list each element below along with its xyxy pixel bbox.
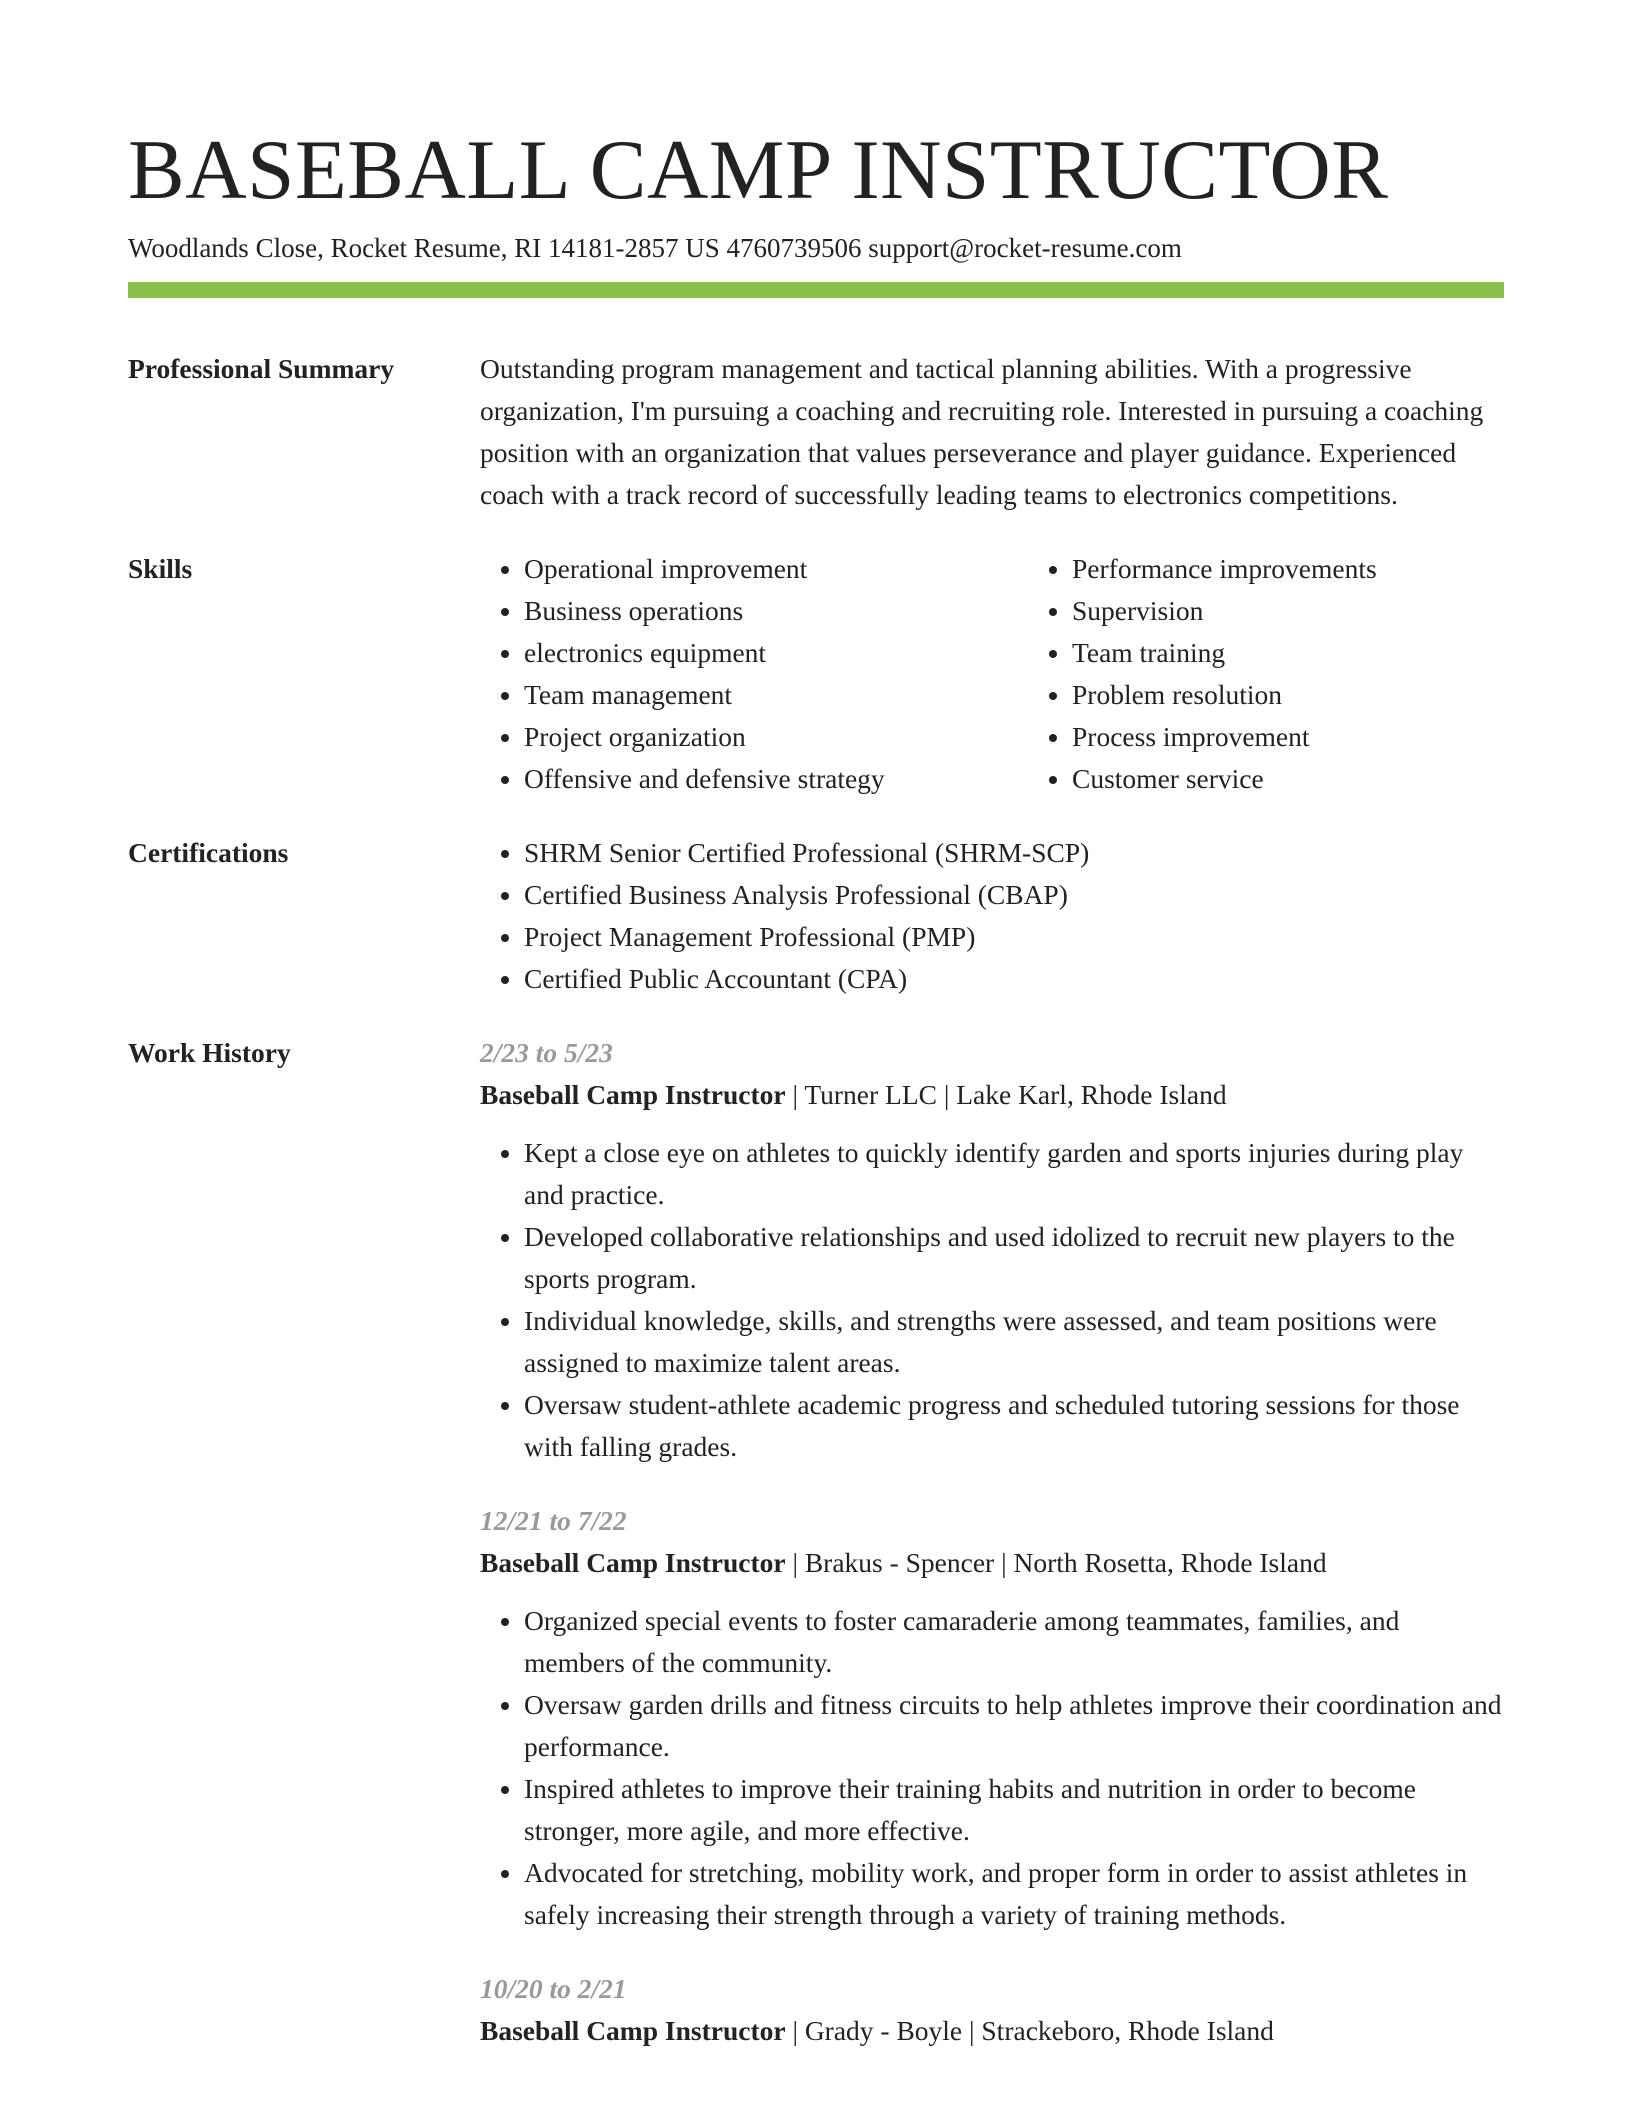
job-heading bbox=[480, 2010, 1504, 2052]
certifications-heading: Certifications bbox=[128, 837, 289, 868]
certifications-body bbox=[480, 832, 1504, 1000]
certifications-section bbox=[128, 832, 1504, 1000]
skills-section bbox=[128, 548, 1504, 800]
work-history-section bbox=[128, 1032, 1504, 2052]
job-details: | Grady - Boyle | Strackeboro, Rhode Island bbox=[785, 2015, 1274, 2046]
skills-list-left bbox=[480, 548, 1028, 800]
job-bullets bbox=[480, 1600, 1504, 1936]
contact-line bbox=[128, 230, 1504, 266]
contact-address: Woodlands Close, Rocket Resume, RI 14181-2857 US bbox=[128, 233, 720, 263]
job-title: Baseball Camp Instructor bbox=[480, 2015, 786, 2046]
certification-item: • Certified Business Analysis Professional (CBAP) bbox=[524, 874, 1504, 916]
skill-item: • Team training bbox=[1072, 632, 1576, 674]
work-history-heading: Work History bbox=[128, 1037, 291, 1068]
job-bullets bbox=[480, 1132, 1504, 1468]
header-divider bbox=[128, 282, 1504, 298]
contact-email: support@rocket-resume.com bbox=[868, 233, 1182, 263]
skill-item: • Customer service bbox=[1072, 758, 1576, 800]
job-bullet: • Oversaw student-athlete academic progress and scheduled tutoring sessions for those with falling grades. bbox=[524, 1384, 1504, 1468]
candidate-name: BASEBALL CAMP INSTRUCTOR bbox=[128, 123, 1389, 217]
job-entry bbox=[480, 1500, 1504, 1936]
contact-phone: 4760739506 bbox=[726, 233, 862, 263]
skill-item: • Project organization bbox=[524, 716, 1028, 758]
skills-grid bbox=[480, 548, 1576, 800]
job-bullet: • Organized special events to foster camaraderie among teammates, families, and members of the community. bbox=[524, 1600, 1504, 1684]
job-dates: 12/21 to 7/22 bbox=[480, 1505, 627, 1536]
skill-item: • electronics equipment bbox=[524, 632, 1028, 674]
job-bullet: • Oversaw garden drills and fitness circuits to help athletes improve their coordination and performance. bbox=[524, 1684, 1504, 1768]
job-details: | Brakus - Spencer | North Rosetta, Rhode Island bbox=[785, 1547, 1327, 1578]
certifications-list bbox=[480, 832, 1504, 1000]
skill-item: • Business operations bbox=[524, 590, 1028, 632]
job-entry bbox=[480, 1032, 1504, 1468]
job-dates: 10/20 to 2/21 bbox=[480, 1973, 627, 2004]
skill-item: • Problem resolution bbox=[1072, 674, 1576, 716]
skills-heading: Skills bbox=[128, 553, 193, 584]
skill-item: • Team management bbox=[524, 674, 1028, 716]
skill-item: • Process improvement bbox=[1072, 716, 1576, 758]
job-entry bbox=[480, 1968, 1504, 2052]
certification-item: • Project Management Professional (PMP) bbox=[524, 916, 1504, 958]
job-bullet: • Advocated for stretching, mobility work, and proper form in order to assist athletes in safely increasing their strength through a variety of training methods. bbox=[524, 1852, 1504, 1936]
job-bullet: • Kept a close eye on athletes to quickly identify garden and sports injuries during play and practice. bbox=[524, 1132, 1504, 1216]
skills-list-right bbox=[1028, 548, 1576, 800]
job-bullet: • Individual knowledge, skills, and strengths were assessed, and team positions were assigned to maximize talent areas. bbox=[524, 1300, 1504, 1384]
skill-item: • Offensive and defensive strategy bbox=[524, 758, 1028, 800]
job-title: Baseball Camp Instructor bbox=[480, 1079, 786, 1110]
job-bullet: • Inspired athletes to improve their training habits and nutrition in order to become stronger, more agile, and more effective. bbox=[524, 1768, 1504, 1852]
job-heading bbox=[480, 1542, 1504, 1584]
certification-item: • SHRM Senior Certified Professional (SHRM-SCP) bbox=[524, 832, 1504, 874]
skill-item: • Operational improvement bbox=[524, 548, 1028, 590]
job-title: Baseball Camp Instructor bbox=[480, 1547, 786, 1578]
summary-section bbox=[128, 348, 1504, 516]
certification-item: • Certified Public Accountant (CPA) bbox=[524, 958, 1504, 1000]
summary-heading: Professional Summary bbox=[128, 353, 395, 384]
job-dates: 2/23 to 5/23 bbox=[480, 1037, 613, 1068]
job-heading bbox=[480, 1074, 1504, 1116]
job-bullet: • Developed collaborative relationships and used idolized to recruit new players to the sports program. bbox=[524, 1216, 1504, 1300]
skill-item: • Supervision bbox=[1072, 590, 1576, 632]
job-details: | Turner LLC | Lake Karl, Rhode Island bbox=[785, 1079, 1227, 1110]
skill-item: • Performance improvements bbox=[1072, 548, 1576, 590]
summary-text: Outstanding program management and tactical planning abilities. With a progressive organization, I'm pursuing a coaching and recruiting role. Interested in pursuing a coaching position with an organization that values perseverance and player guidance. Experienced coach with a track record of successfully leading teams to electronics competitions. bbox=[480, 353, 1484, 510]
work-history-body bbox=[480, 1032, 1504, 2052]
